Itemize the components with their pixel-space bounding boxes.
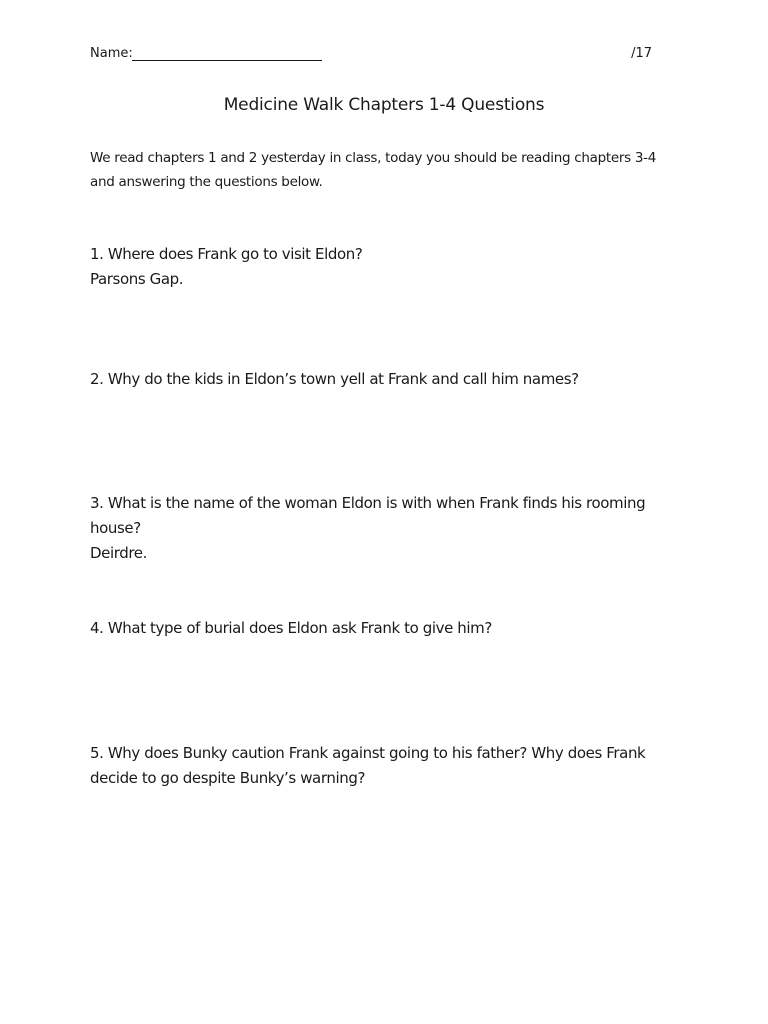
question-text: 4. What type of burial does Eldon ask Frank to give him?: [90, 619, 492, 637]
answer-text: Parsons Gap.: [90, 270, 184, 288]
header-row: [90, 44, 652, 66]
score-total: /17: [631, 46, 652, 61]
question-5: [90, 741, 690, 791]
answer-text: Deirdre.: [90, 544, 148, 562]
question-text: 5. Why does Bunky caution Frank against going to his father? Why does Frank decide to go despite Bunky’s warning?: [90, 744, 646, 787]
question-text: 1. Where does Frank go to visit Eldon?: [90, 245, 363, 263]
question-4: [90, 616, 690, 641]
intro-paragraph: We read chapters 1 and 2 yesterday in class, today you should be reading chapters 3-4 and answering the questions below.: [90, 150, 657, 190]
name-blank-line: [132, 60, 322, 61]
question-text: 2. Why do the kids in Eldon’s town yell at Frank and call him names?: [90, 370, 579, 388]
name-label: Name:: [90, 46, 133, 61]
question-1: [90, 242, 690, 292]
page-title: Medicine Walk Chapters 1-4 Questions: [223, 95, 545, 115]
question-3: [90, 491, 690, 566]
question-text: 3. What is the name of the woman Eldon is with when Frank finds his rooming house?: [90, 494, 646, 537]
question-2: [90, 367, 690, 392]
